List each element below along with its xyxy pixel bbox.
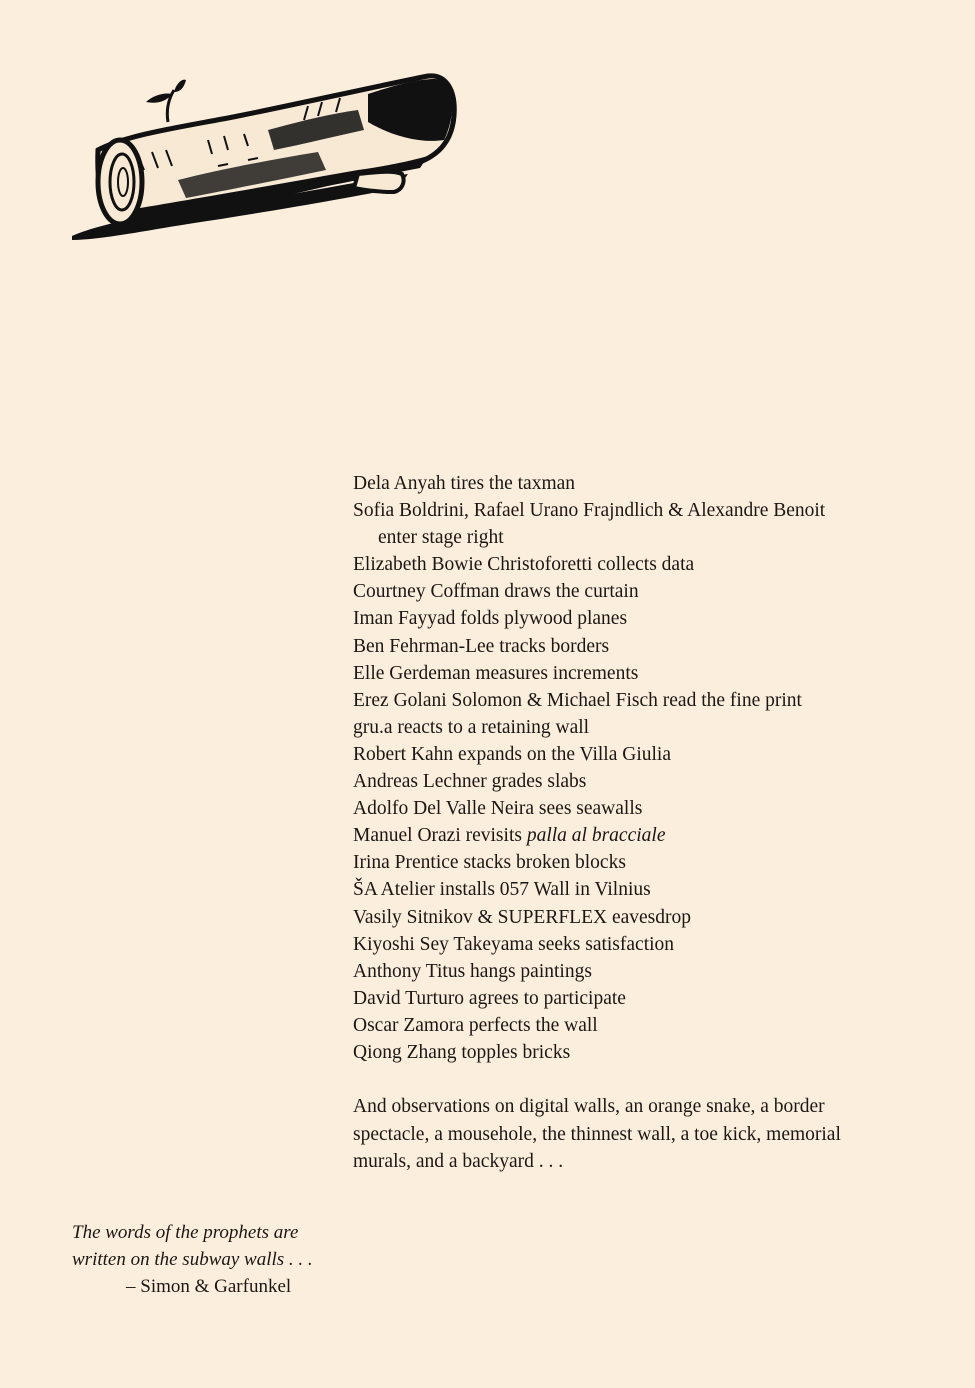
contributors-list	[353, 470, 913, 1066]
closing-paragraph: And observations on digital walls, an orange snake, a border spectacle, a mousehole, the thinnest wall, a toe kick, memorial murals, and a backyard . . .	[353, 1096, 841, 1172]
list-item: Robert Kahn expands on the Villa Giulia	[353, 743, 671, 765]
epigraph-quote-line: The words of the prophets are	[72, 1222, 299, 1243]
epigraph-attribution: – Simon & Garfunkel	[126, 1276, 292, 1297]
list-item: gru.a reacts to a retaining wall	[353, 716, 590, 738]
list-item: Kiyoshi Sey Takeyama seeks satisfaction	[353, 933, 675, 955]
list-item: Adolfo Del Valle Neira sees seawalls	[353, 798, 643, 820]
list-item: Erez Golani Solomon & Michael Fisch read the fine print	[353, 689, 802, 711]
list-item: Irina Prentice stacks broken blocks	[353, 852, 626, 874]
list-item: Courtney Coffman draws the curtain	[353, 581, 639, 603]
list-item: ŠA Atelier installs 057 Wall in Vilnius	[353, 879, 651, 901]
list-item: Manuel Orazi revisits palla al bracciale	[353, 825, 666, 847]
epigraph-quote-line: written on the subway walls . . .	[72, 1249, 313, 1270]
epigraph	[72, 1219, 332, 1300]
italic-title: palla al bracciale	[526, 825, 666, 847]
list-item: Oscar Zamora perfects the wall	[353, 1014, 598, 1036]
list-item: Elizabeth Bowie Christoforetti collects data	[353, 554, 695, 576]
list-item: Iman Fayyad folds plywood planes	[353, 608, 628, 630]
list-item: enter stage right	[378, 527, 504, 549]
list-item: Elle Gerdeman measures increments	[353, 662, 639, 684]
list-item: David Turturo agrees to participate	[353, 987, 626, 1009]
list-item: Vasily Sitnikov & SUPERFLEX eavesdrop	[353, 906, 692, 928]
list-item: Andreas Lechner grades slabs	[353, 771, 587, 793]
list-item: Dela Anyah tires the taxman	[353, 473, 576, 494]
list-item: Anthony Titus hangs paintings	[353, 960, 592, 982]
list-item: Sofia Boldrini, Rafael Urano Frajndlich & Alexandre Benoit	[353, 500, 826, 522]
log-with-sprout-icon	[68, 70, 463, 245]
list-item: Ben Fehrman-Lee tracks borders	[353, 635, 610, 657]
list-item: Qiong Zhang topples bricks	[353, 1041, 571, 1063]
